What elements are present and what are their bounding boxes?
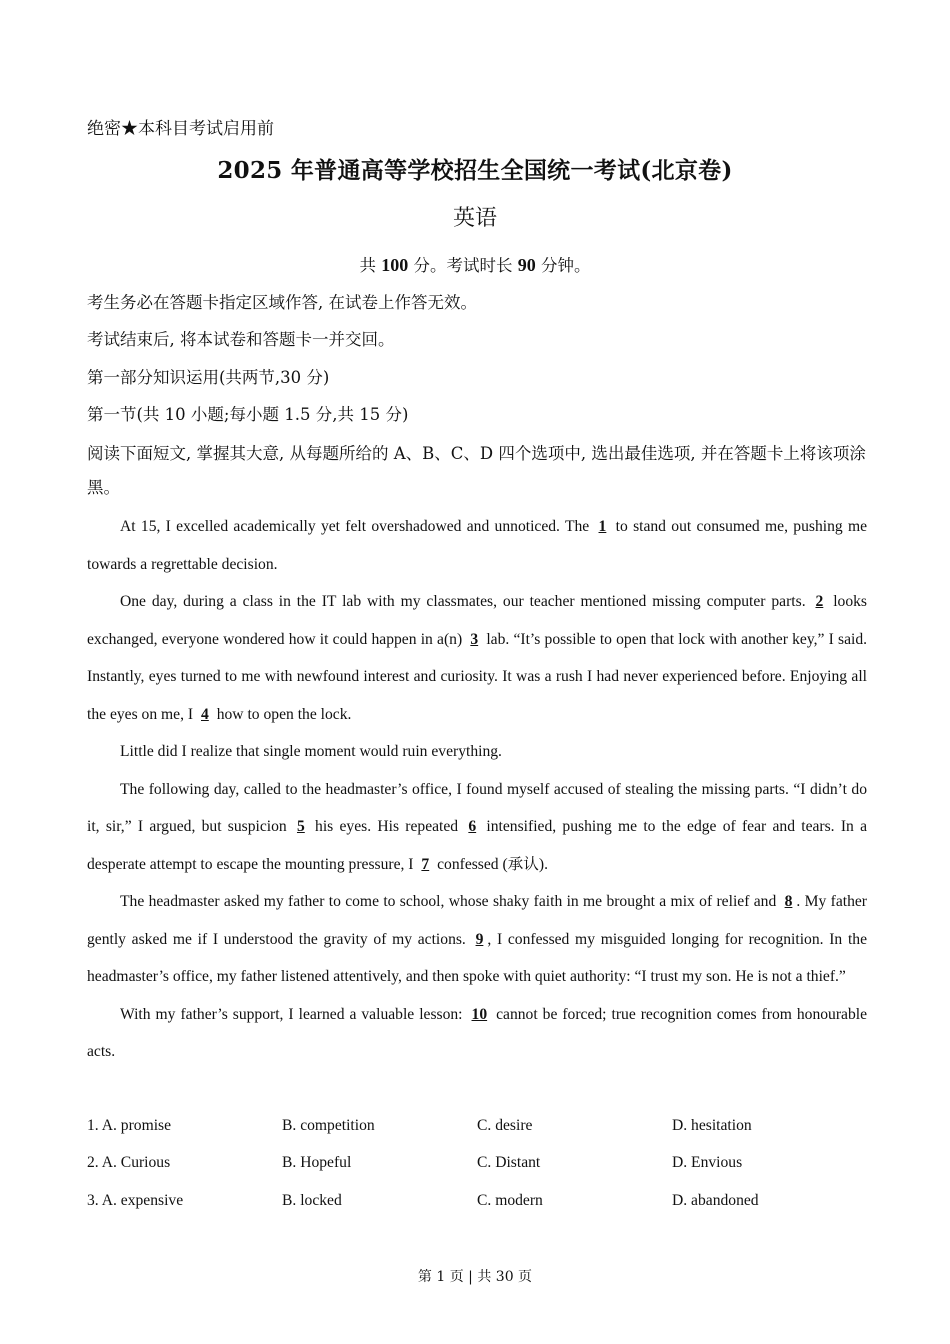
p1-text-c: to stand out consumed me, pushing me towards a regrettable decision.: [87, 518, 868, 573]
blank-1: 1: [598, 518, 607, 535]
p6-text-c: cannot be forced; true recognition comes from honourable acts.: [87, 1005, 867, 1060]
p4-text-d: intensified, pushing me to the edge of fear and tears. In a desperate attempt to escape the mounting pressure, I: [87, 818, 868, 873]
option-3a: 3. A. expensive: [87, 1191, 184, 1209]
section-one-heading: 第一节(共 10 小题;每小题 1.5 分,共 15 分): [87, 405, 409, 424]
blank-4: 4: [201, 705, 209, 723]
score-prefix: 共: [359, 256, 376, 275]
p2-text-a: One day, during a class in the IT lab with my classmates, our teacher mentioned missing computer parts.: [120, 593, 806, 610]
directions: 阅读下面短文, 掌握其大意, 从每题所给的 A、B、C、D 四个选项中, 选出最佳选项, 并在答题卡上将该项涂黑。: [87, 444, 866, 497]
p2-text-e: how to open the lock.: [216, 705, 352, 723]
blank-8: 8: [784, 893, 793, 910]
blank-9: 9: [475, 930, 484, 948]
score-time-line: [0, 252, 950, 276]
blank-6: 6: [468, 818, 477, 835]
p1-text-a: At 15, I excelled academically yet felt overshadowed and unnoticed. The: [120, 518, 590, 535]
paragraph-4: [87, 771, 867, 884]
option-1b: B. competition: [282, 1116, 375, 1134]
score-suffix: 分钟。: [541, 256, 591, 275]
option-3c: C. modern: [477, 1191, 543, 1209]
blank-3: 3: [470, 630, 479, 648]
cloze-passage: [87, 508, 867, 1071]
blank-7: 7: [421, 855, 430, 873]
option-2a: 2. A. Curious: [87, 1154, 171, 1172]
option-1c: C. desire: [477, 1116, 533, 1134]
blank-5: 5: [296, 818, 305, 835]
answer-options: [87, 1107, 867, 1220]
p5-text-a: The headmaster asked my father to come to school, whose shaky faith in me brought a mix of relief and: [120, 893, 777, 910]
blank-10: 10: [471, 1005, 488, 1023]
score-total: 100: [381, 255, 409, 275]
score-mid: 分。考试时长: [413, 256, 513, 275]
p4-text-e: confessed (承认).: [437, 855, 548, 873]
option-1d: D. hesitation: [672, 1116, 752, 1134]
confidential-notice: 绝密★本科目考试启用前: [87, 119, 274, 139]
page-number-footer: 第 1 页 | 共 30 页: [417, 1269, 533, 1285]
exam-title: 2025 年普通高等学校招生全国统一考试(北京卷): [217, 157, 733, 184]
instruction-line-2: 考试结束后, 将本试卷和答题卡一并交回。: [87, 330, 395, 349]
option-1a: 1. A. promise: [87, 1116, 172, 1134]
p4-text-c: his eyes. His repeated: [315, 818, 459, 835]
p5-text-c: . My father gently asked me if I understood the gravity of my actions.: [87, 893, 867, 948]
part-one-heading: 第一部分知识运用(共两节,30 分): [87, 368, 330, 387]
score-time: 90: [517, 255, 536, 275]
option-3b: B. locked: [282, 1191, 342, 1209]
p6-text-a: With my father’s support, I learned a valuable lesson:: [120, 1005, 463, 1023]
options-row-2: [87, 1145, 867, 1183]
option-2b: B. Hopeful: [282, 1154, 352, 1172]
subject-heading: 英语: [452, 206, 497, 231]
p4-text-a: The following day, called to the headmaster’s office, I found myself accused of stealing the missing parts. “I didn’t do it, sir,” I argued, but suspicion: [87, 780, 867, 835]
p5-text-d: , I confessed my misguided longing for recognition. In the headmaster’s office, my father listened attentively, and then spoke with quiet authority: “I trust my son. He is not a thief.”: [87, 930, 867, 985]
paragraph-1: [87, 508, 867, 583]
option-3d: D. abandoned: [672, 1191, 759, 1209]
p2-text-c: looks exchanged, everyone wondered how it could happen in a(n): [87, 593, 867, 648]
p2-text-d: lab. “It’s possible to open that lock with another key,” I said. Instantly, eyes turned to me with newfound interest and curiosity. It was a rush I had never experienced before. Enjoying all the eyes on me, I: [87, 630, 868, 723]
blank-2: 2: [815, 593, 824, 610]
options-row-3: [87, 1182, 867, 1220]
paragraph-5: [87, 883, 867, 996]
instruction-line-1: 考生务必在答题卡指定区域作答, 在试卷上作答无效。: [87, 293, 477, 312]
paragraph-2: [87, 583, 867, 733]
paragraph-6: [87, 996, 867, 1071]
paragraph-3: Little did I realize that single moment would ruin everything.: [120, 743, 502, 760]
options-row-1: [87, 1107, 867, 1145]
option-2c: C. Distant: [477, 1154, 541, 1172]
option-2d: D. Envious: [672, 1154, 743, 1172]
